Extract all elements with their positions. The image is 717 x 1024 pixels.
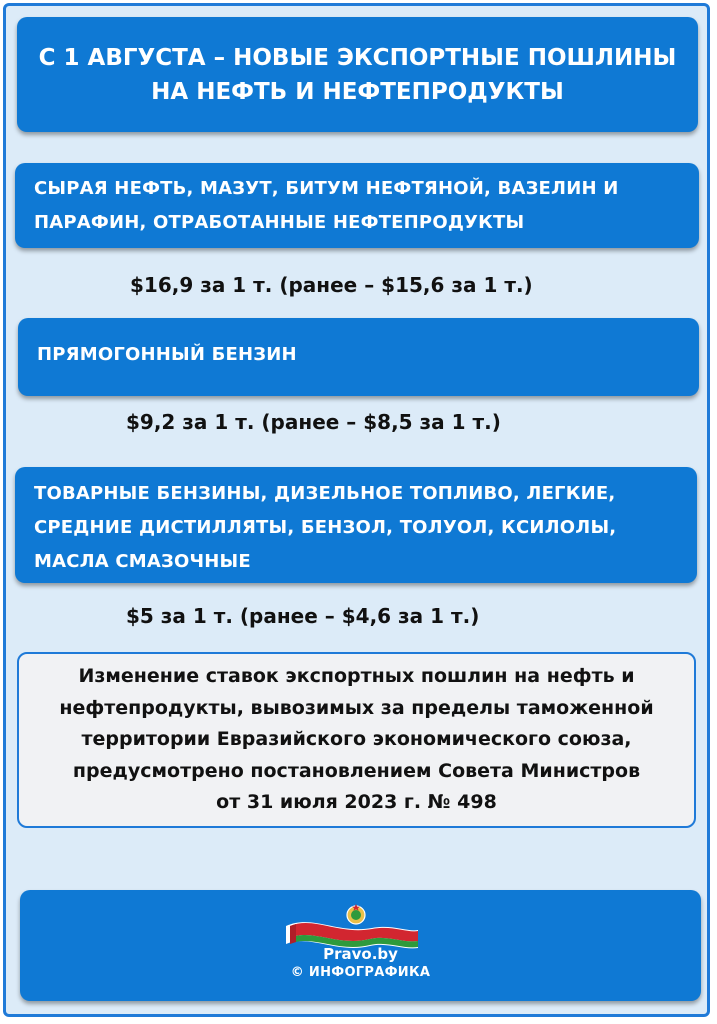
emblem-inner <box>351 910 361 920</box>
category-crude-oil-line-2: ПАРАФИН, ОТРАБОТАННЫЕ НЕФТЕПРОДУКТЫ <box>34 212 525 233</box>
legal-note-line-3: территории Евразийского экономического союза, <box>81 728 632 750</box>
rate-commercial-fuels: $5 за 1 т. (ранее – $4,6 за 1 т.) <box>126 604 480 628</box>
legal-note-line-4: предусмотрено постановлением Совета Министров <box>72 759 641 782</box>
title-line-2: НА НЕФТЬ И НЕФТЕПРОДУКТЫ <box>151 79 564 105</box>
legal-note-line-5: от 31 июля 2023 г. № 498 <box>216 791 497 813</box>
flag-ornament <box>290 924 296 944</box>
footer-banner <box>20 890 701 1001</box>
category-commercial-fuels <box>15 467 697 583</box>
rate-crude-oil: $16,9 за 1 т. (ранее – $15,6 за 1 т.) <box>130 273 533 297</box>
legal-note <box>17 652 696 828</box>
title-banner <box>17 17 698 132</box>
title-line-1: С 1 АВГУСТА – НОВЫЕ ЭКСПОРТНЫЕ ПОШЛИНЫ <box>38 45 677 71</box>
category-straight-run-gasoline-line-1: ПРЯМОГОННЫЙ БЕНЗИН <box>37 344 297 365</box>
rate-straight-run-gasoline: $9,2 за 1 т. (ранее – $8,5 за 1 т.) <box>126 410 501 434</box>
category-crude-oil-line-1: СЫРАЯ НЕФТЬ, МАЗУТ, БИТУМ НЕФТЯНОЙ, ВАЗЕЛИН И <box>34 178 619 199</box>
category-crude-oil <box>15 163 699 248</box>
legal-note-line-2: нефтепродукты, вывозимых за пределы таможенной <box>59 696 654 719</box>
category-commercial-fuels-line-3: МАСЛА СМАЗОЧНЫЕ <box>34 551 251 572</box>
footer-credit: © ИНФОГРАФИКА <box>290 965 431 980</box>
footer-site-name: Pravo.by <box>323 945 398 963</box>
category-straight-run-gasoline <box>18 318 699 396</box>
category-commercial-fuels-line-1: ТОВАРНЫЕ БЕНЗИНЫ, ДИЗЕЛЬНОЕ ТОПЛИВО, ЛЕГКИЕ, <box>34 483 616 504</box>
legal-note-line-1: Изменение ставок экспортных пошлин на нефть и <box>78 665 635 687</box>
category-commercial-fuels-line-2: СРЕДНИЕ ДИСТИЛЛЯТЫ, БЕНЗОЛ, ТОЛУОЛ, КСИЛОЛЫ, <box>34 517 617 538</box>
